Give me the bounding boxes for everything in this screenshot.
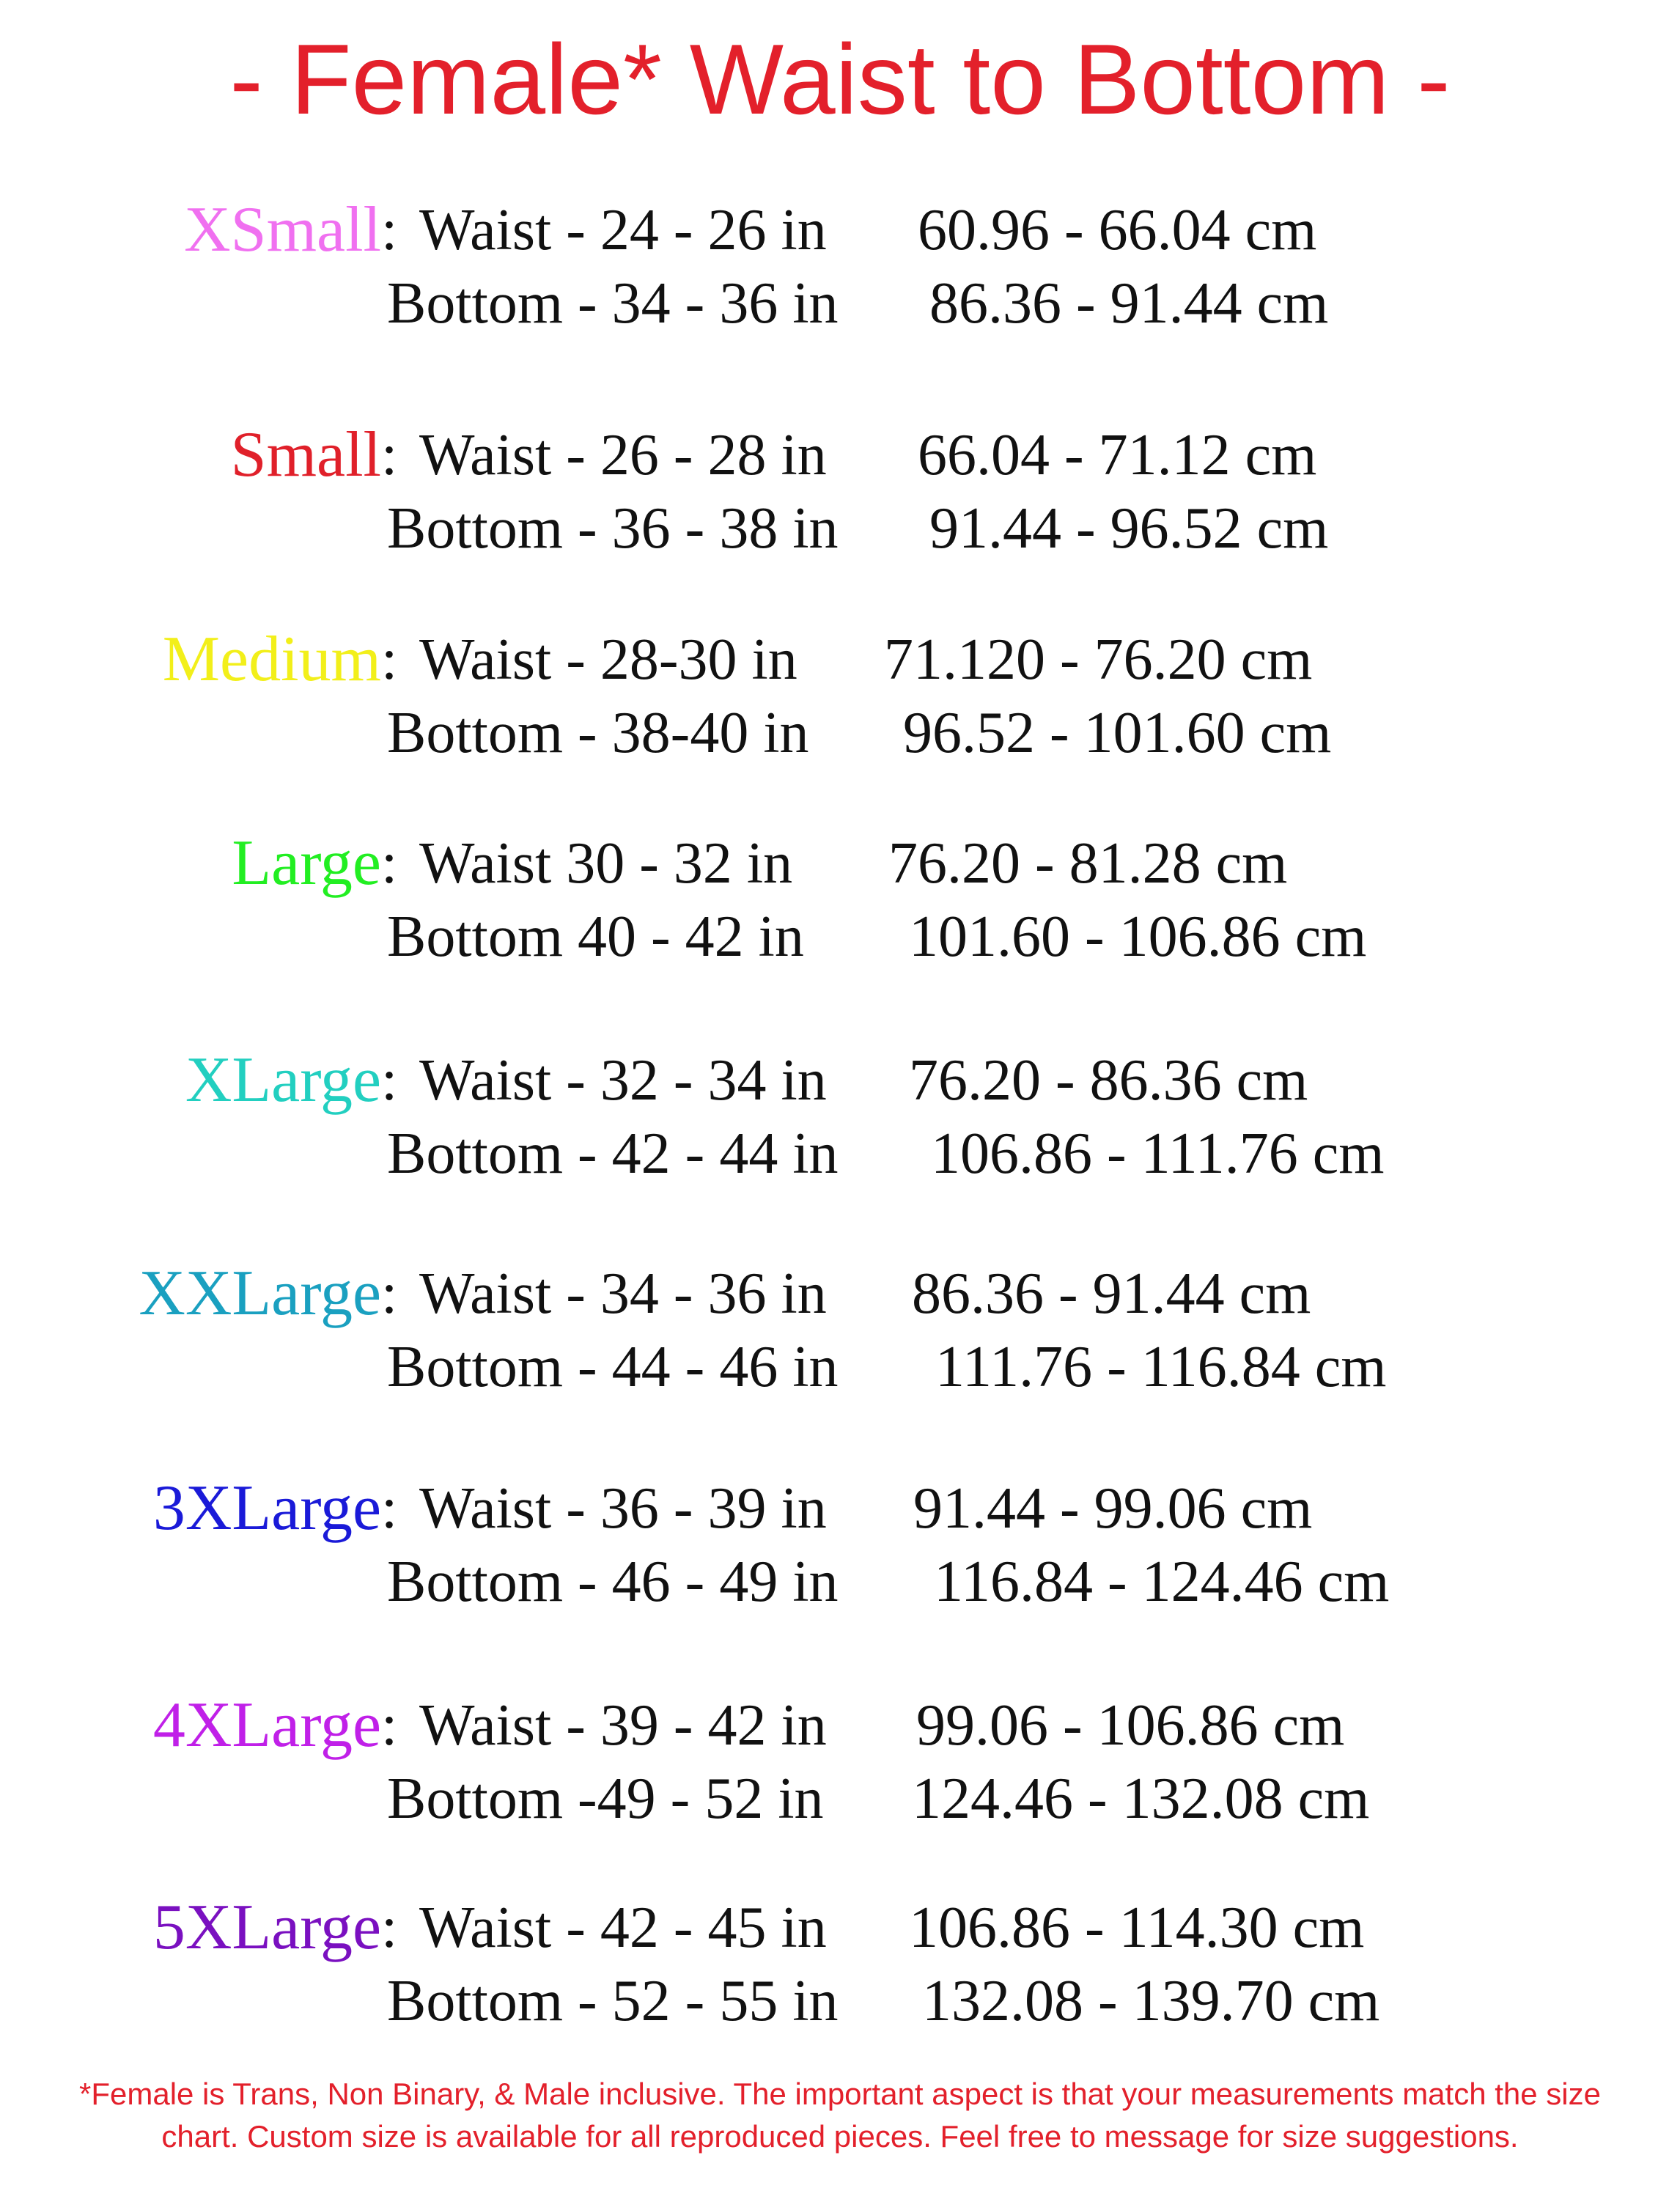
colon-separator: :	[381, 1896, 398, 1960]
size-label-xlarge: XLarge	[185, 1045, 381, 1116]
waist-centimeters: 76.20 - 86.36 cm	[909, 1048, 1308, 1113]
bottom-centimeters: 101.60 - 106.86 cm	[909, 905, 1367, 969]
bottom-centimeters: 132.08 - 139.70 cm	[922, 1969, 1380, 2033]
bottom-inches: Bottom - 46 - 49 in	[387, 1550, 839, 1614]
bottom-centimeters: 111.76 - 116.84 cm	[935, 1335, 1387, 1399]
bottom-inches: Bottom - 34 - 36 in	[387, 271, 839, 336]
waist-centimeters: 106.86 - 114.30 cm	[909, 1896, 1365, 1960]
waist-inches: Waist - 24 - 26 in	[419, 198, 827, 262]
size-block-5xlarge	[0, 1891, 1680, 2038]
size-block-xsmall	[0, 194, 1680, 340]
waist-inches: Waist - 26 - 28 in	[419, 423, 827, 487]
bottom-centimeters: 116.84 - 124.46 cm	[934, 1550, 1390, 1614]
waist-inches: Waist - 28-30 in	[419, 627, 797, 692]
bottom-inches: Bottom - 44 - 46 in	[387, 1335, 839, 1399]
size-block-xxlarge	[0, 1257, 1680, 1404]
bottom-centimeters: 106.86 - 111.76 cm	[931, 1121, 1385, 1186]
waist-centimeters: 86.36 - 91.44 cm	[912, 1261, 1311, 1326]
bottom-centimeters: 96.52 - 101.60 cm	[903, 701, 1332, 765]
footnote	[0, 2073, 1680, 2158]
waist-inches: Waist 30 - 32 in	[419, 831, 793, 896]
bottom-inches: Bottom - 36 - 38 in	[387, 496, 839, 561]
footnote-line-1: *Female is Trans, Non Binary, & Male inclusive. The important aspect is that your measurements match the size	[79, 2077, 1601, 2111]
size-label-small: Small	[230, 419, 381, 490]
colon-separator: :	[381, 423, 398, 487]
bottom-inches: Bottom - 38-40 in	[387, 701, 809, 765]
size-label-large: Large	[232, 828, 381, 899]
waist-centimeters: 66.04 - 71.12 cm	[918, 423, 1317, 487]
colon-separator: :	[381, 1048, 398, 1113]
waist-centimeters: 76.20 - 81.28 cm	[888, 831, 1288, 896]
size-block-small	[0, 419, 1680, 565]
waist-inches: Waist - 32 - 34 in	[419, 1048, 827, 1113]
size-label-xxlarge: XXLarge	[139, 1258, 381, 1329]
size-label-5xlarge: 5XLarge	[152, 1892, 381, 1963]
bottom-centimeters: 91.44 - 96.52 cm	[929, 496, 1329, 561]
bottom-inches: Bottom - 52 - 55 in	[387, 1969, 839, 2033]
bottom-centimeters: 124.46 - 132.08 cm	[912, 1767, 1370, 1831]
size-block-xlarge	[0, 1044, 1680, 1190]
bottom-centimeters: 86.36 - 91.44 cm	[929, 271, 1329, 336]
bottom-inches: Bottom 40 - 42 in	[387, 905, 804, 969]
colon-separator: :	[381, 1693, 398, 1758]
size-block-3xlarge	[0, 1472, 1680, 1618]
colon-separator: :	[381, 831, 398, 896]
waist-centimeters: 71.120 - 76.20 cm	[884, 627, 1313, 692]
size-block-medium	[0, 623, 1680, 770]
bottom-inches: Bottom -49 - 52 in	[387, 1767, 824, 1831]
size-label-xsmall: XSmall	[184, 194, 381, 265]
size-block-large	[0, 827, 1680, 973]
size-label-medium: Medium	[162, 624, 381, 695]
waist-centimeters: 99.06 - 106.86 cm	[916, 1693, 1345, 1758]
footnote-line-2: chart. Custom size is available for all reproduced pieces. Feel free to message for size suggestions.	[161, 2119, 1519, 2154]
colon-separator: :	[381, 627, 398, 692]
size-block-4xlarge	[0, 1689, 1680, 1835]
waist-inches: Waist - 36 - 39 in	[419, 1476, 827, 1541]
waist-inches: Waist - 34 - 36 in	[419, 1261, 827, 1326]
waist-inches: Waist - 39 - 42 in	[419, 1693, 827, 1758]
bottom-inches: Bottom - 42 - 44 in	[387, 1121, 839, 1186]
waist-inches: Waist - 42 - 45 in	[419, 1896, 827, 1960]
colon-separator: :	[381, 1476, 398, 1541]
waist-centimeters: 91.44 - 99.06 cm	[913, 1476, 1313, 1541]
colon-separator: :	[381, 1261, 398, 1326]
size-label-3xlarge: 3XLarge	[152, 1473, 381, 1544]
waist-centimeters: 60.96 - 66.04 cm	[918, 198, 1317, 262]
colon-separator: :	[381, 198, 398, 262]
size-label-4xlarge: 4XLarge	[152, 1690, 381, 1761]
page-title: - Female* Waist to Bottom -	[229, 23, 1451, 135]
